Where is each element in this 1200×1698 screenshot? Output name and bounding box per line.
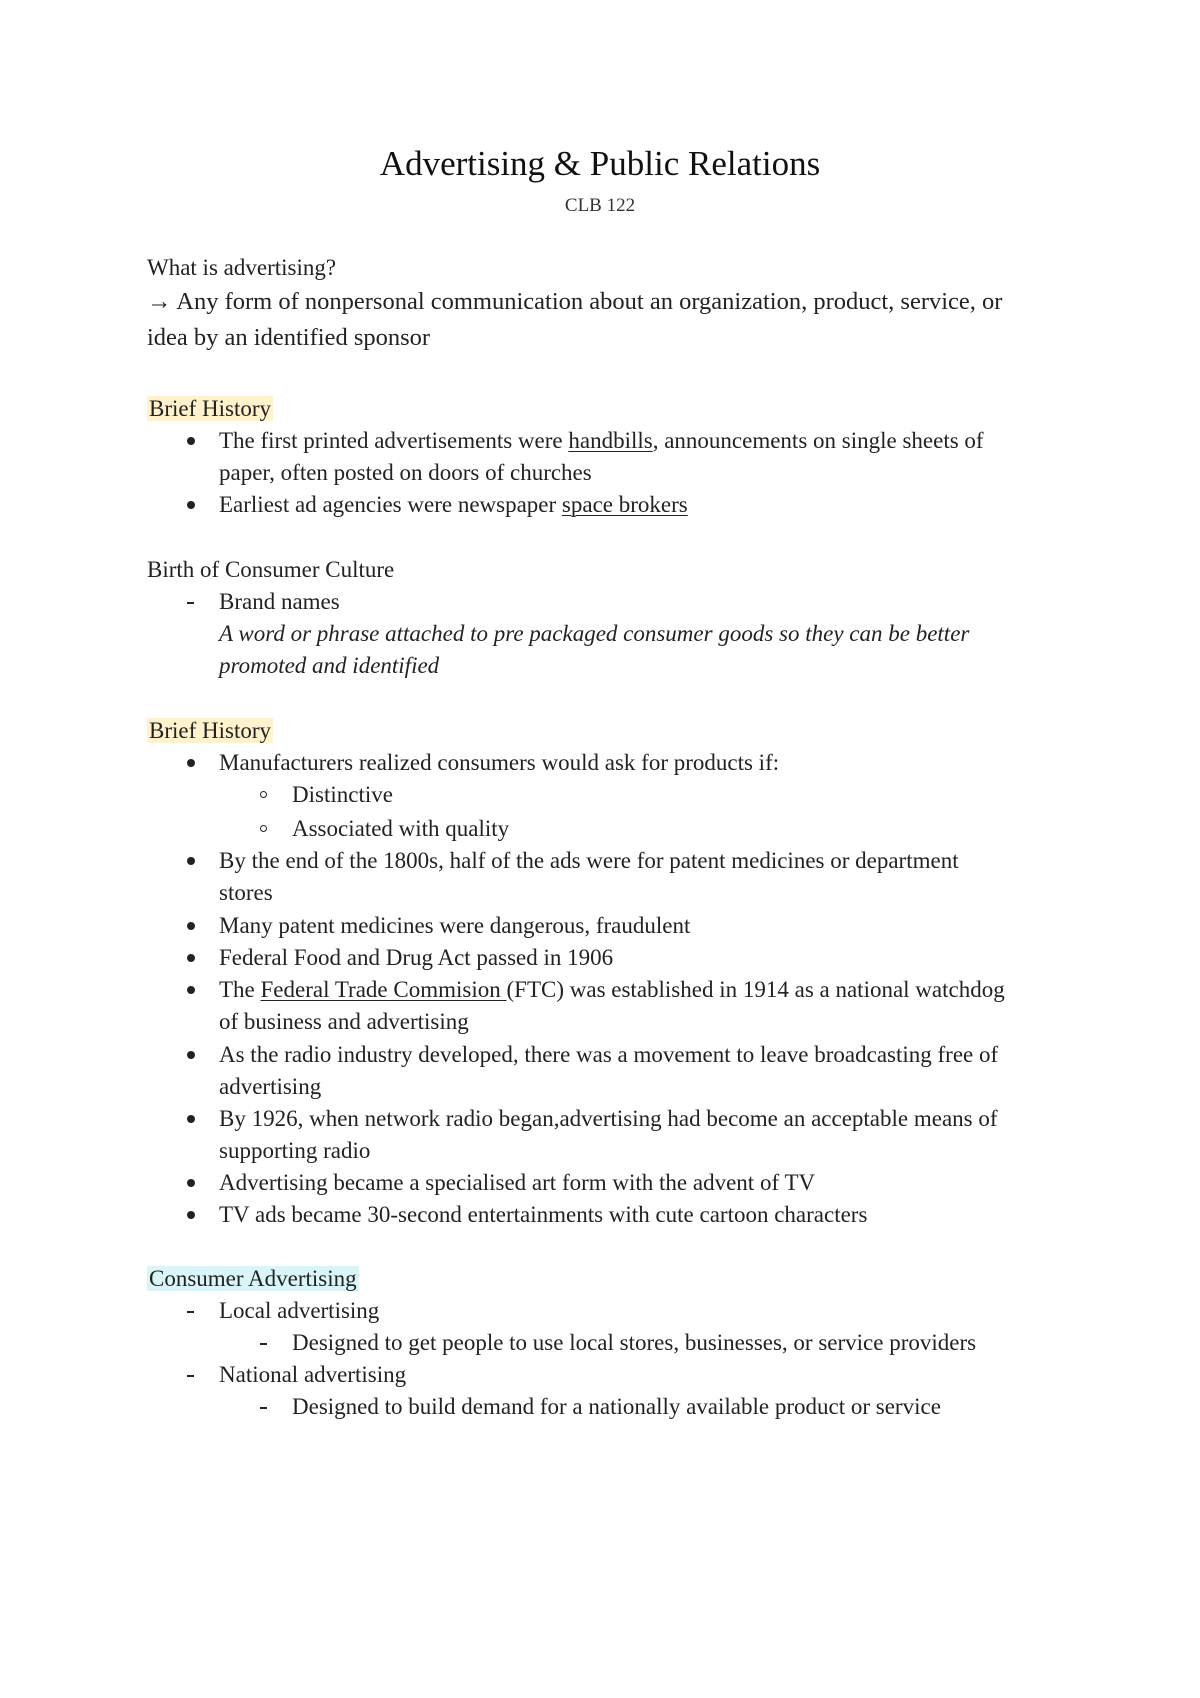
- list-item-continued: of business and advertising: [219, 1009, 469, 1034]
- list-item: Advertising became a specialised art form with the advent of TV: [219, 1170, 816, 1195]
- list-item-continued: stores: [219, 880, 273, 905]
- intro-answer-line2: idea by an identified sponsor: [147, 324, 431, 351]
- list-item: The Federal Trade Commision (FTC) was established in 1914 as a national watchdog: [219, 977, 1005, 1002]
- heading-highlight: Brief History: [149, 396, 272, 421]
- dash-icon: [187, 1311, 194, 1313]
- list-item: National advertising: [219, 1362, 407, 1387]
- sub-list-item: Distinctive: [292, 782, 393, 807]
- sub-list-item: Designed to get people to use local stores, businesses, or service providers: [292, 1330, 977, 1355]
- list-item: Federal Food and Drug Act passed in 1906: [219, 945, 614, 970]
- list-item: Manufacturers realized consumers would ask for products if:: [219, 750, 780, 775]
- sub-list-item: Designed to build demand for a nationally available product or service: [292, 1394, 941, 1419]
- list-item: Local advertising: [219, 1298, 380, 1323]
- bullet-icon: [187, 437, 195, 445]
- list-item: By 1926, when network radio began,advertising had become an acceptable means of: [219, 1106, 998, 1131]
- bullet-icon: [187, 1115, 195, 1123]
- term-space-brokers: space brokers: [561, 492, 688, 517]
- intro-question: What is advertising?: [147, 255, 337, 280]
- list-item-continued: supporting radio: [219, 1138, 371, 1163]
- course-code: CLB 122: [564, 195, 636, 216]
- list-item: Earliest ad agencies were newspaper space brokers: [219, 492, 688, 517]
- heading-highlight: Consumer Advertising: [149, 1266, 357, 1291]
- section-heading-consumer-advertising: [147, 1263, 359, 1295]
- bullet-icon: [187, 922, 195, 930]
- definition-line2: promoted and identified: [219, 653, 440, 678]
- term-handbills: handbills: [568, 428, 653, 453]
- section-heading-brief-history: [147, 393, 273, 425]
- sub-bullet-icon: [260, 791, 267, 798]
- heading-highlight: Brief History: [149, 718, 272, 743]
- list-item: By the end of the 1800s, half of the ads were for patent medicines or department: [219, 848, 959, 873]
- bullet-icon: [187, 501, 195, 509]
- bullet-icon: [187, 1051, 195, 1059]
- sub-list-item: Associated with quality: [292, 816, 510, 841]
- list-item-continued: advertising: [219, 1074, 322, 1099]
- term-ftc: Federal Trade Commision: [260, 977, 507, 1002]
- list-item: The first printed advertisements were handbills, announcements on single sheets of: [219, 428, 984, 453]
- list-item: Many patent medicines were dangerous, fraudulent: [219, 913, 691, 938]
- sub-bullet-icon: [260, 825, 267, 832]
- dash-icon: [187, 1375, 194, 1377]
- section-heading-consumer-culture: Birth of Consumer Culture: [147, 557, 395, 582]
- intro-answer-line1: → Any form of nonpersonal communication about an organization, product, service, or: [147, 288, 1003, 315]
- bullet-icon: [187, 857, 195, 865]
- bullet-icon: [187, 1211, 195, 1219]
- bullet-icon: [187, 986, 195, 994]
- list-item: As the radio industry developed, there was a movement to leave broadcasting free of: [219, 1042, 999, 1067]
- dash-icon: [260, 1343, 267, 1345]
- list-item: TV ads became 30-second entertainments with cute cartoon characters: [219, 1202, 868, 1227]
- document-title: Advertising & Public Relations: [379, 144, 821, 183]
- bullet-icon: [187, 759, 195, 767]
- dash-icon: [260, 1407, 267, 1409]
- dash-icon: [187, 602, 194, 604]
- bullet-icon: [187, 1179, 195, 1187]
- definition-line1: A word or phrase attached to pre packaged consumer goods so they can be better: [219, 621, 970, 646]
- section-heading-brief-history: [147, 715, 273, 747]
- list-item: Brand names: [219, 589, 340, 614]
- list-item-continued: paper, often posted on doors of churches: [219, 460, 592, 485]
- bullet-icon: [187, 954, 195, 962]
